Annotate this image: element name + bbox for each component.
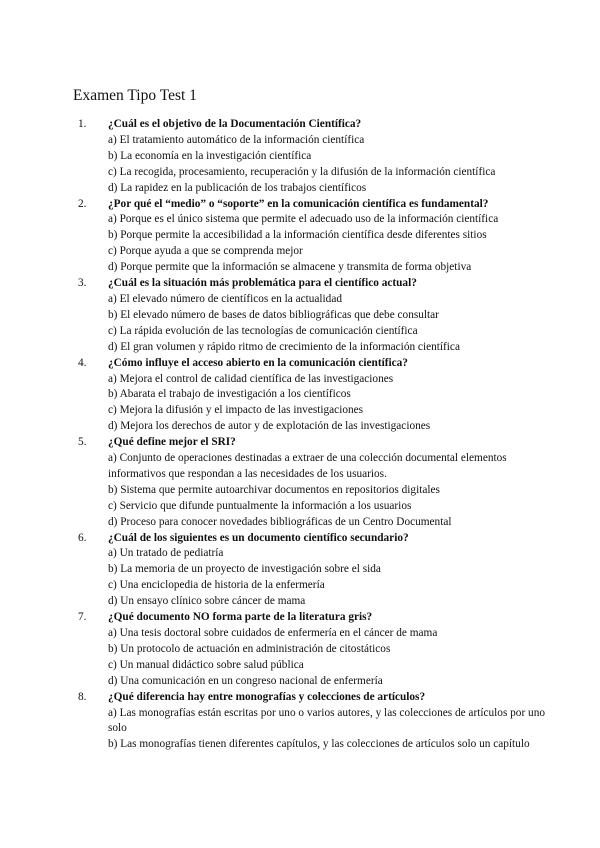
answer-option: b) La memoria de un proyecto de investigación sobre el sida (108, 563, 381, 576)
answer-option: c) La recogida, procesamiento, recuperación y la difusión de la información científica (108, 165, 496, 178)
question-text: ¿Cuál de los siguientes es un documento científico secundario? (108, 531, 409, 544)
answer-option: d) El gran volumen y rápido ritmo de crecimiento de la información científica (108, 340, 460, 353)
question-item (0, 356, 600, 436)
answer-options (108, 133, 550, 197)
question-text: ¿Cómo influye el acceso abierto en la comunicación científica? (108, 356, 408, 369)
question-item (0, 690, 600, 754)
answer-options (108, 546, 550, 610)
question-text: ¿Cuál es la situación más problemática para el científico actual? (108, 277, 417, 290)
question-number: 4. (78, 356, 87, 369)
answer-option: a) Mejora el control de calidad científica de las investigaciones (108, 372, 394, 385)
question-number: 5. (78, 436, 87, 449)
answer-option: d) Mejora los derechos de autor y de explotación de las investigaciones (108, 420, 431, 433)
answer-option: b) Las monografías tienen diferentes capítulos, y las colecciones de artículos solo un capítulo (108, 738, 530, 751)
answer-options (108, 706, 550, 754)
answer-option: b) Porque permite la accesibilidad a la información científica desde diferentes sitios (108, 229, 487, 242)
answer-option: c) Mejora la difusión y el impacto de las investigaciones (108, 404, 364, 417)
answer-option: d) Una comunicación en un congreso nacional de enfermería (108, 674, 383, 687)
answer-option: c) Una enciclopedia de historia de la enfermería (108, 579, 325, 592)
answer-options (108, 451, 550, 531)
question-text: ¿Qué documento NO forma parte de la literatura gris? (108, 611, 373, 624)
answer-option: a) El elevado número de científicos en la actualidad (108, 292, 342, 305)
question-item (0, 197, 600, 277)
answer-option: d) Porque permite que la información se almacene y transmita de forma objetiva (108, 261, 472, 274)
question-number: 3. (78, 277, 87, 290)
answer-option: d) La rapidez en la publicación de los trabajos científicos (108, 181, 367, 194)
answer-option: a) Conjunto de operaciones destinadas a extraer de una colección documental elementos informativos que respondan a las necesidades de los usuarios. (108, 452, 507, 480)
answer-option: b) El elevado número de bases de datos bibliográficas que debe consultar (108, 308, 439, 321)
answer-option: a) Una tesis doctoral sobre cuidados de enfermería en el cáncer de mama (108, 627, 438, 639)
answer-option: b) Un protocolo de actuación en administración de citostáticos (108, 642, 391, 655)
question-item (0, 435, 600, 530)
answer-options (108, 372, 550, 436)
answer-option: a) Porque es el único sistema que permite el adecuado uso de la información científica (108, 213, 499, 226)
answer-option: d) Proceso para conocer novedades bibliográficas de un Centro Documental (108, 515, 452, 528)
question-text: ¿Qué define mejor el SRI? (108, 436, 236, 449)
question-item (0, 531, 600, 611)
question-text: ¿Por qué el “medio” o “soporte” en la comunicación científica es fundamental? (108, 197, 489, 210)
answer-option: c) Porque ayuda a que se comprenda mejor (108, 245, 303, 258)
document-title: Examen Tipo Test 1 (73, 87, 197, 104)
answer-option: a) El tratamiento automático de la información científica (108, 133, 365, 146)
question-item (0, 610, 600, 690)
question-text: ¿Cuál es el objetivo de la Documentación Científica? (108, 118, 362, 130)
answer-option: b) Abarata el trabajo de investigación a los científicos (108, 388, 351, 401)
answer-option: c) La rápida evolución de las tecnologías de comunicación científica (108, 324, 418, 337)
answer-option: a) Las monografías están escritas por uno o varios autores, y las colecciones de artículos por uno solo (108, 706, 545, 735)
question-number: 7. (78, 611, 87, 624)
answer-option: a) Un tratado de pediatría (108, 547, 224, 560)
question-item (0, 117, 600, 197)
answer-options (108, 292, 550, 356)
answer-option: b) Sistema que permite autoarchivar documentos en repositorios digitales (108, 483, 440, 496)
answer-option: c) Un manual didáctico sobre salud pública (108, 658, 304, 671)
question-item (0, 276, 600, 356)
answer-option: d) Un ensayo clínico sobre cáncer de mama (108, 595, 306, 608)
question-number: 8. (78, 690, 87, 703)
question-number: 6. (78, 531, 87, 544)
question-list (0, 117, 600, 753)
answer-option: c) Servicio que difunde puntualmente la información a los usuarios (108, 499, 412, 512)
question-number: 1. (78, 118, 87, 130)
question-number: 2. (78, 197, 87, 210)
question-text: ¿Qué diferencia hay entre monografías y colecciones de artículos? (108, 690, 426, 703)
answer-options (108, 212, 550, 276)
answer-option: b) La economía en la investigación científica (108, 149, 312, 162)
answer-options (108, 626, 550, 690)
